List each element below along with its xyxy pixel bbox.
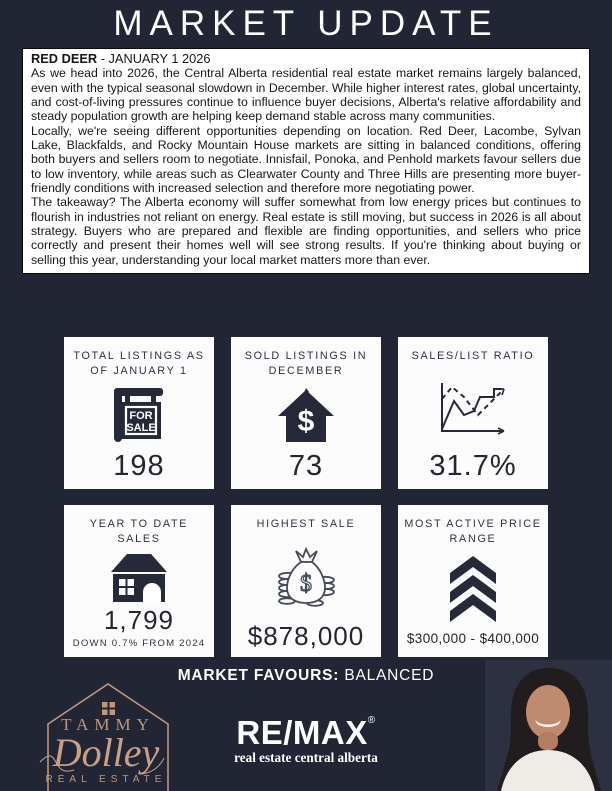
- remax-subtitle: real estate central alberta: [234, 750, 378, 765]
- svg-text:$: $: [300, 570, 312, 597]
- agent-last-name: Dolley: [52, 730, 160, 775]
- stat-card-value: 1,799: [103, 605, 175, 635]
- stat-card-total-listings: [64, 337, 214, 489]
- report-heading: [31, 52, 581, 66]
- stat-card-title: TOTAL LISTINGS AS OF JANUARY 1: [73, 350, 205, 378]
- line-chart-icon: [432, 364, 514, 452]
- for-sale-sign-icon: [104, 379, 174, 452]
- svg-text:SALE: SALE: [126, 421, 156, 434]
- chevrons-up-icon: [446, 547, 500, 631]
- stats-row-2: [64, 505, 548, 657]
- stat-card-value: $300,000 - $400,000: [406, 630, 540, 646]
- stat-card-ytd-sales: [64, 505, 214, 657]
- stat-card-highest-sale: [231, 505, 381, 657]
- stats-grid: [0, 337, 612, 657]
- report-paragraph-2: Locally, we're seeing different opportunities depending on location. Red Deer, Lacombe, Sylvan Lake, Blackfalds, and Rocky Mountain House markets are sitting in balanced conditions, offering both buyers and sellers room to negotiate. Innisfail, Ponoka, and Penhold markets favour sellers due to low inventory, while areas such as Clearwater County and Three Hills are presenting more buyer-friendly conditions with increased selection and therefore more negotiating power.: [31, 123, 581, 196]
- stat-card-value: 73: [288, 450, 324, 482]
- report-date: - JANUARY 1 2026: [97, 51, 211, 66]
- agent-photo: [485, 660, 612, 791]
- agent-tagline: REAL ESTATE: [45, 774, 167, 785]
- agent-first-name: TAMMY: [61, 715, 155, 734]
- stat-card-title: SALES/LIST RATIO: [411, 350, 535, 362]
- stat-card-value: 198: [113, 450, 165, 482]
- house-icon: [101, 547, 177, 607]
- stat-card-title: MOST ACTIVE PRICE RANGE: [404, 518, 542, 546]
- report-text-box: [22, 48, 590, 274]
- neck: [538, 732, 558, 750]
- stat-card-sold-listings: [231, 337, 381, 489]
- stat-card-title: SOLD LISTINGS IN DECEMBER: [244, 350, 368, 378]
- svg-text:FOR: FOR: [129, 409, 153, 422]
- market-favours-value: BALANCED: [344, 667, 435, 684]
- stat-card-value: $878,000: [247, 621, 365, 651]
- stat-card-value: 31.7%: [429, 450, 517, 482]
- report-paragraph-3: The takeaway? The Alberta economy will suffer somewhat from low energy prices but continues to flourish in industries not reliant on energy. Real estate is still moving, but success in 2026 is all about strategy. Buyers who are prepared and flexible are finding opportunities, and sellers who price correctly and present their homes well will see strong results. If you're thinking about buying or selling this year, understanding your local market matters more than ever.: [31, 195, 581, 267]
- page-title: MARKET UPDATE: [113, 4, 499, 43]
- market-favours-label: MARKET FAVOURS:: [177, 667, 340, 684]
- report-paragraph-1: As we head into 2026, the Central Alberta residential real estate market remains largely balanced, even with the typical seasonal slowdown in December. While higher interest rates, global uncertainty, and cost-of-living pressures continue to influence buyer decisions, Alberta's relative affordability and steady population growth are helping keep demand stable across many communities.: [31, 66, 581, 124]
- stat-card-title: YEAR TO DATE SALES: [89, 518, 189, 546]
- registered-trademark-icon: ®: [367, 715, 376, 726]
- window-icon: [102, 702, 115, 715]
- face: [526, 685, 570, 739]
- stat-card-sales-list-ratio: [398, 337, 548, 489]
- stat-card-price-range: [398, 505, 548, 657]
- report-city: RED DEER: [31, 51, 98, 66]
- remax-wordmark: RE/MAX®: [236, 714, 376, 751]
- house-dollar-icon: [274, 379, 338, 452]
- stat-card-note: DOWN 0.7% FROM 2024: [72, 638, 206, 649]
- agent-logo: [30, 682, 180, 791]
- svg-text:$: $: [297, 404, 315, 438]
- stats-row-1: [64, 337, 548, 489]
- money-bag-icon: [263, 532, 349, 623]
- remax-logo: [214, 716, 398, 766]
- stat-card-title: HIGHEST SALE: [256, 518, 356, 530]
